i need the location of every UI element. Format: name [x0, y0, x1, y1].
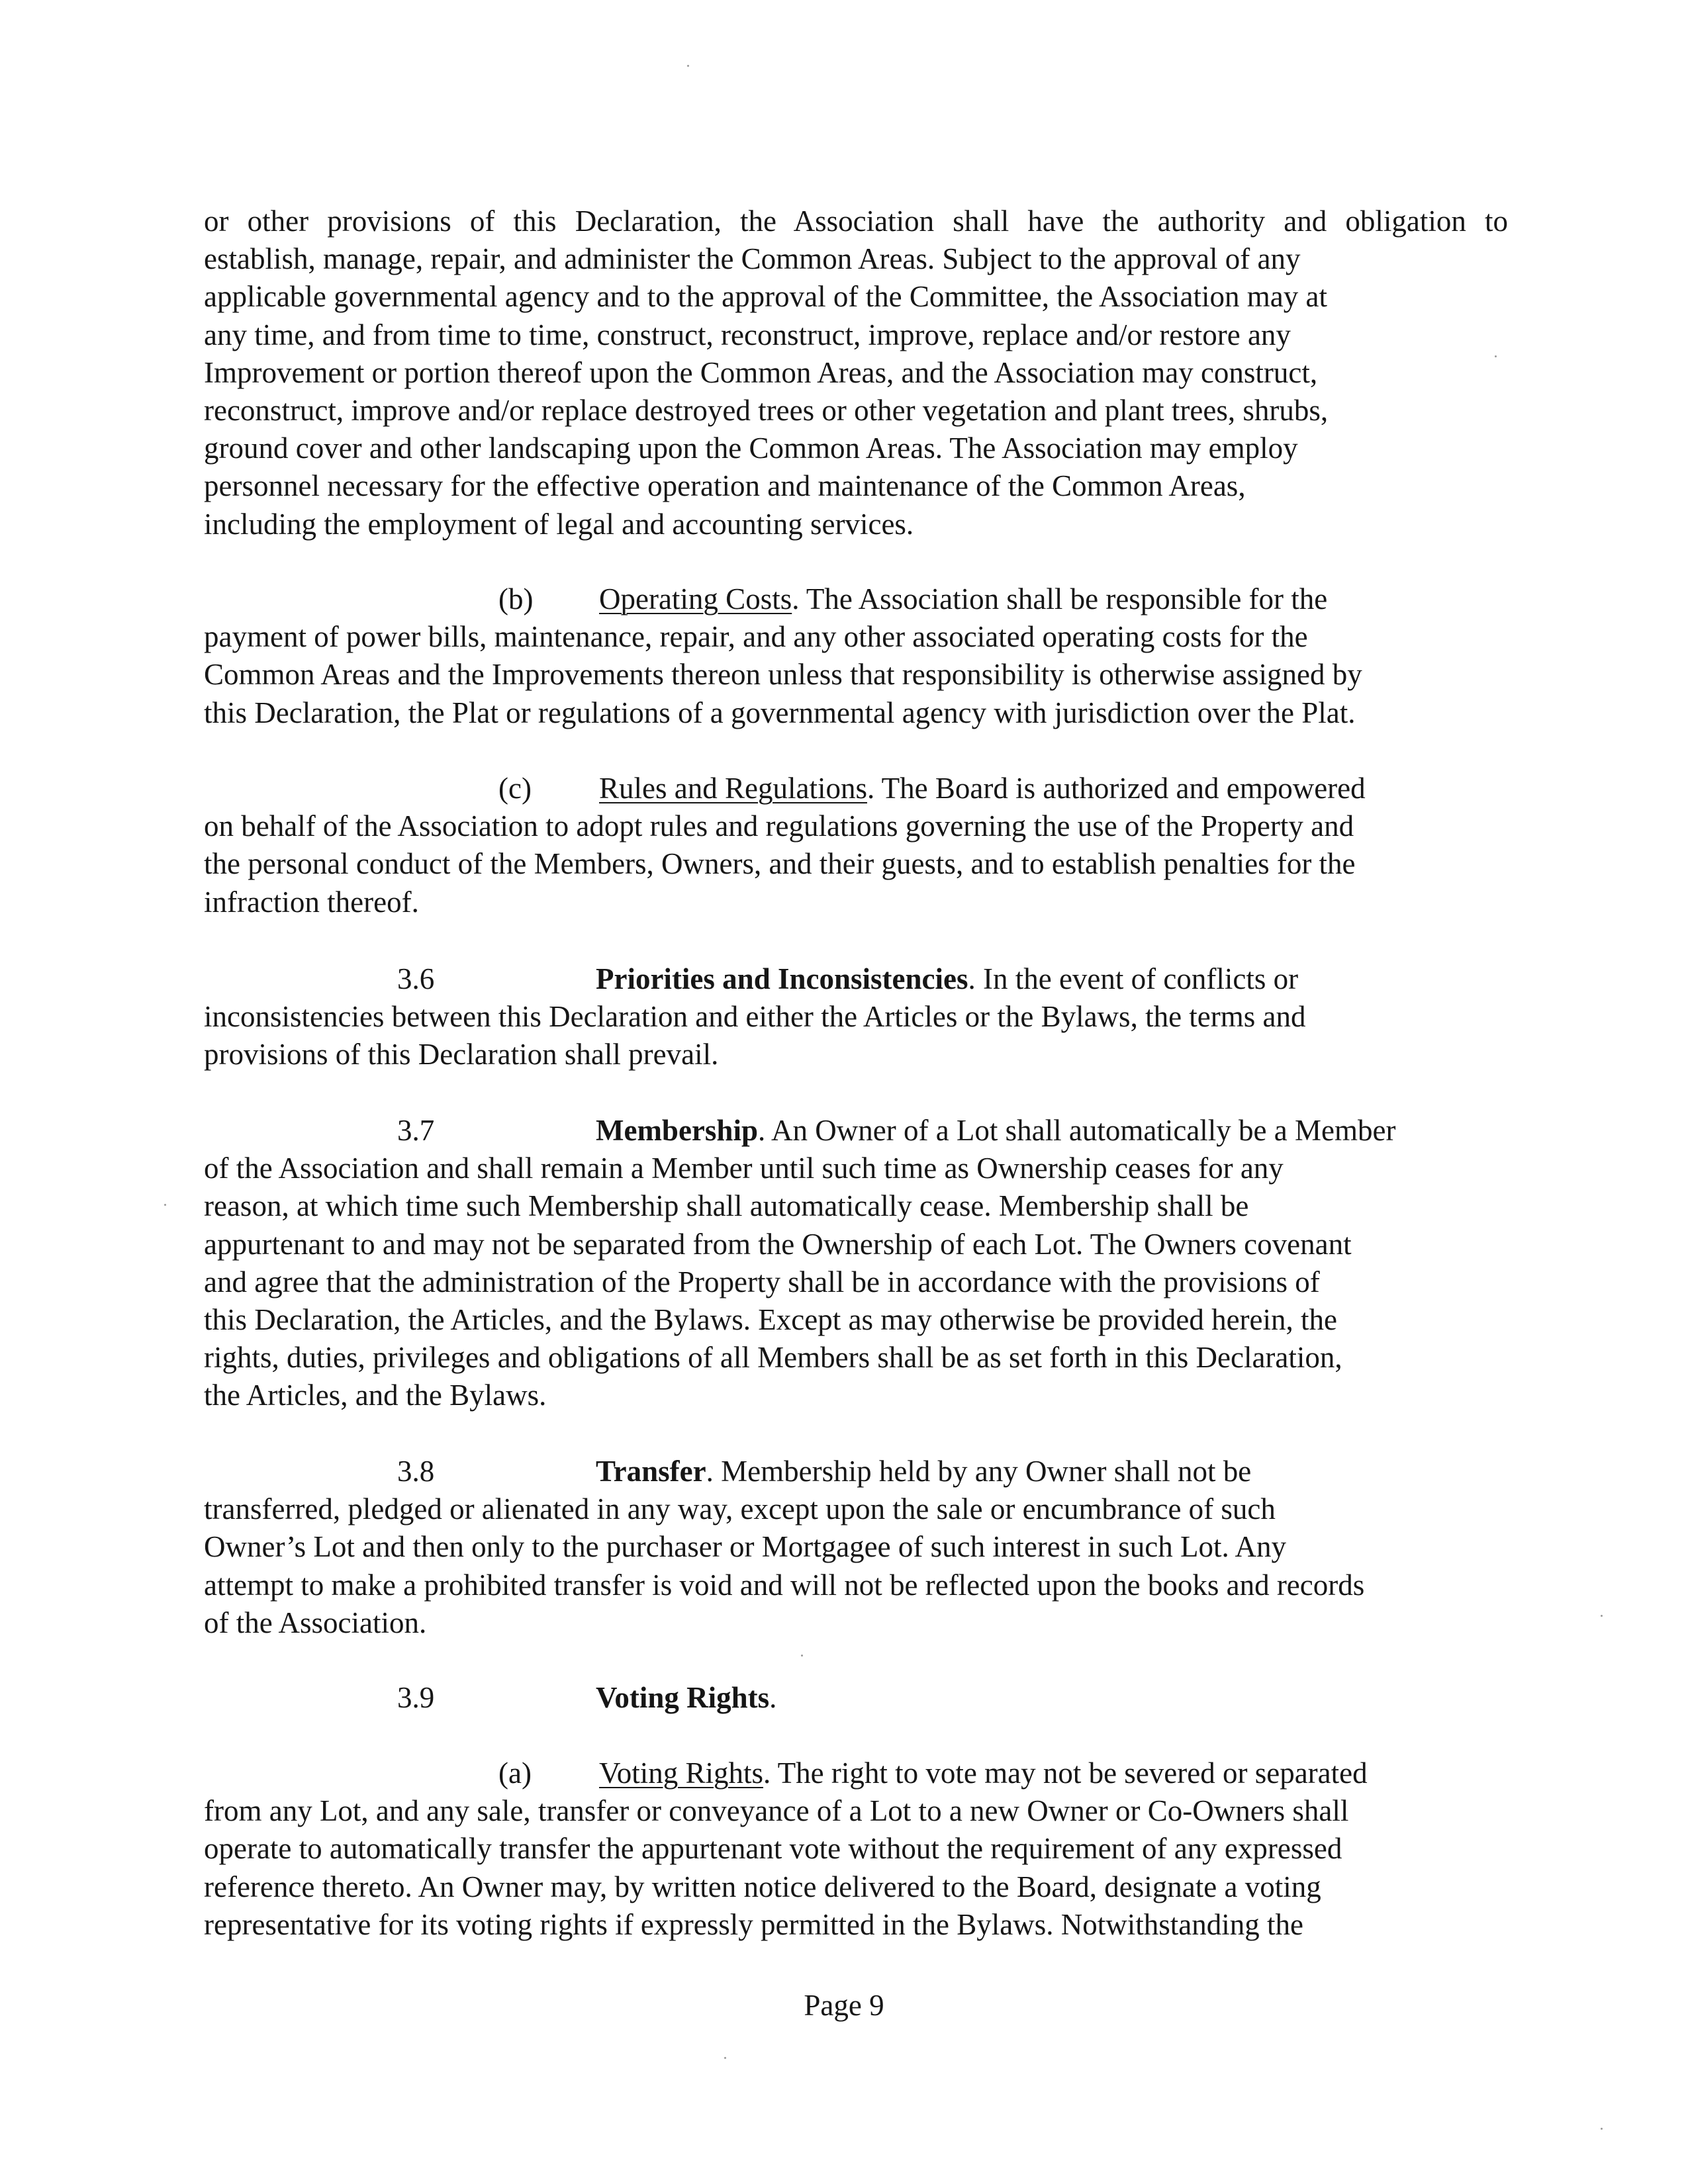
section-number: 3.8 [397, 1455, 435, 1488]
scan-speck [1495, 355, 1497, 357]
scan-speck [1601, 2128, 1603, 2130]
subsection-c [204, 770, 1508, 921]
text-line: the Articles, and the Bylaws. [204, 1379, 547, 1412]
intro-paragraph [204, 203, 1508, 543]
subsection-first-line [204, 1754, 1508, 1792]
subsection-first-line [204, 770, 1508, 807]
scan-speck [1601, 1615, 1603, 1617]
text-line: personnel necessary for the effective operation and maintenance of the Common Areas, [204, 469, 1246, 503]
text-line: reconstruct, improve and/or replace destroyed trees or other vegetation and plant trees, shrubs, [204, 394, 1329, 428]
section-text: . An Owner of a Lot shall automatically be a Member [757, 1114, 1396, 1147]
text-line: Common Areas and the Improvements thereon unless that responsibility is otherwise assigned by [204, 658, 1362, 692]
scan-speck [801, 1655, 803, 1657]
text-line: on behalf of the Association to adopt rules and regulations governing the use of the Property and [204, 809, 1354, 843]
text-line: any time, and from time to time, construct, reconstruct, improve, replace and/or restore any [204, 318, 1291, 351]
scan-speck [724, 2057, 726, 2059]
subsection-b [204, 580, 1508, 732]
text-line: provisions of this Declaration shall prevail. [204, 1038, 719, 1071]
text-line: Owner’s Lot and then only to the purchaser or Mortgagee of such interest in such Lot. Any [204, 1530, 1287, 1564]
subsection-first-line [204, 580, 1508, 618]
section-number: 3.9 [397, 1681, 435, 1714]
section-3-7 [204, 1112, 1508, 1415]
text-line: of the Association and shall remain a Member until such time as Ownership ceases for any [204, 1152, 1284, 1185]
subsection-a [204, 1754, 1508, 1944]
section-period: . [769, 1681, 777, 1714]
text-line: the personal conduct of the Members, Owners, and their guests, and to establish penalties for the [204, 847, 1356, 881]
section-number: 3.7 [397, 1114, 435, 1147]
section-text: . In the event of conflicts or [968, 962, 1299, 995]
subsection-label: (b) [498, 582, 534, 615]
subsection-text: . The Board is authorized and empowered [867, 772, 1366, 805]
section-first-line [204, 960, 1508, 998]
section-3-9 [204, 1679, 1508, 1717]
page-number: Page 9 [804, 1989, 884, 2022]
text-line: this Declaration, the Articles, and the Bylaws. Except as may otherwise be provided herein, the [204, 1303, 1337, 1337]
subsection-text: . The Association shall be responsible for the [792, 582, 1328, 615]
text-line: inconsistencies between this Declaration and either the Articles or the Bylaws, the terms and [204, 1000, 1306, 1034]
section-first-line [204, 1679, 1508, 1717]
subsection-heading: Voting Rights [599, 1756, 763, 1790]
text-line: of the Association. [204, 1606, 427, 1639]
text-line: attempt to make a prohibited transfer is void and will not be reflected upon the books and records [204, 1568, 1365, 1602]
text-line: payment of power bills, maintenance, repair, and any other associated operating costs for the [204, 620, 1308, 654]
text-line: including the employment of legal and accounting services. [204, 507, 914, 541]
text-line: rights, duties, privileges and obligations of all Members shall be as set forth in this Declaration, [204, 1341, 1342, 1375]
section-first-line [204, 1453, 1508, 1490]
subsection-label: (c) [498, 772, 532, 805]
text-line: ground cover and other landscaping upon the Common Areas. The Association may employ [204, 432, 1298, 465]
text-line: this Declaration, the Plat or regulations of a governmental agency with jurisdiction over the Plat. [204, 696, 1356, 729]
scan-speck [164, 1204, 166, 1206]
text-line: establish, manage, repair, and administer the Common Areas. Subject to the approval of any [204, 242, 1301, 276]
text-line: or other provisions of this Declaration, the Association shall have the authority and obligation to [204, 205, 1508, 238]
subsection-label: (a) [498, 1756, 532, 1790]
section-heading: Voting Rights [596, 1681, 770, 1714]
text-line: reference thereto. An Owner may, by written notice delivered to the Board, designate a voting [204, 1870, 1321, 1903]
text-line: applicable governmental agency and to the approval of the Committee, the Association may at [204, 280, 1327, 314]
section-3-8 [204, 1453, 1508, 1642]
section-first-line [204, 1112, 1508, 1150]
text-line: appurtenant to and may not be separated from the Ownership of each Lot. The Owners covenant [204, 1227, 1352, 1261]
text-line: Improvement or portion thereof upon the Common Areas, and the Association may construct, [204, 355, 1318, 389]
text-line: reason, at which time such Membership shall automatically cease. Membership shall be [204, 1189, 1249, 1223]
section-heading: Membership [596, 1114, 758, 1147]
subsection-heading: Operating Costs [599, 582, 792, 615]
section-heading: Transfer [596, 1455, 706, 1488]
text-line: and agree that the administration of the Property shall be in accordance with the provisions of [204, 1265, 1320, 1298]
scan-speck [687, 65, 689, 67]
subsection-heading: Rules and Regulations [599, 772, 867, 805]
section-text: . Membership held by any Owner shall not be [706, 1455, 1252, 1488]
text-line: representative for its voting rights if expressly permitted in the Bylaws. Notwithstanding the [204, 1907, 1303, 1941]
section-heading: Priorities and Inconsistencies [596, 962, 968, 995]
text-line: from any Lot, and any sale, transfer or conveyance of a Lot to a new Owner or Co-Owners shall [204, 1794, 1349, 1828]
text-line: transferred, pledged or alienated in any way, except upon the sale or encumbrance of such [204, 1492, 1276, 1526]
text-line: infraction thereof. [204, 885, 419, 919]
subsection-text: . The right to vote may not be severed or separated [763, 1756, 1368, 1790]
section-3-6 [204, 960, 1508, 1074]
text-line: operate to automatically transfer the appurtenant vote without the requirement of any expressed [204, 1832, 1342, 1866]
section-number: 3.6 [397, 962, 435, 995]
